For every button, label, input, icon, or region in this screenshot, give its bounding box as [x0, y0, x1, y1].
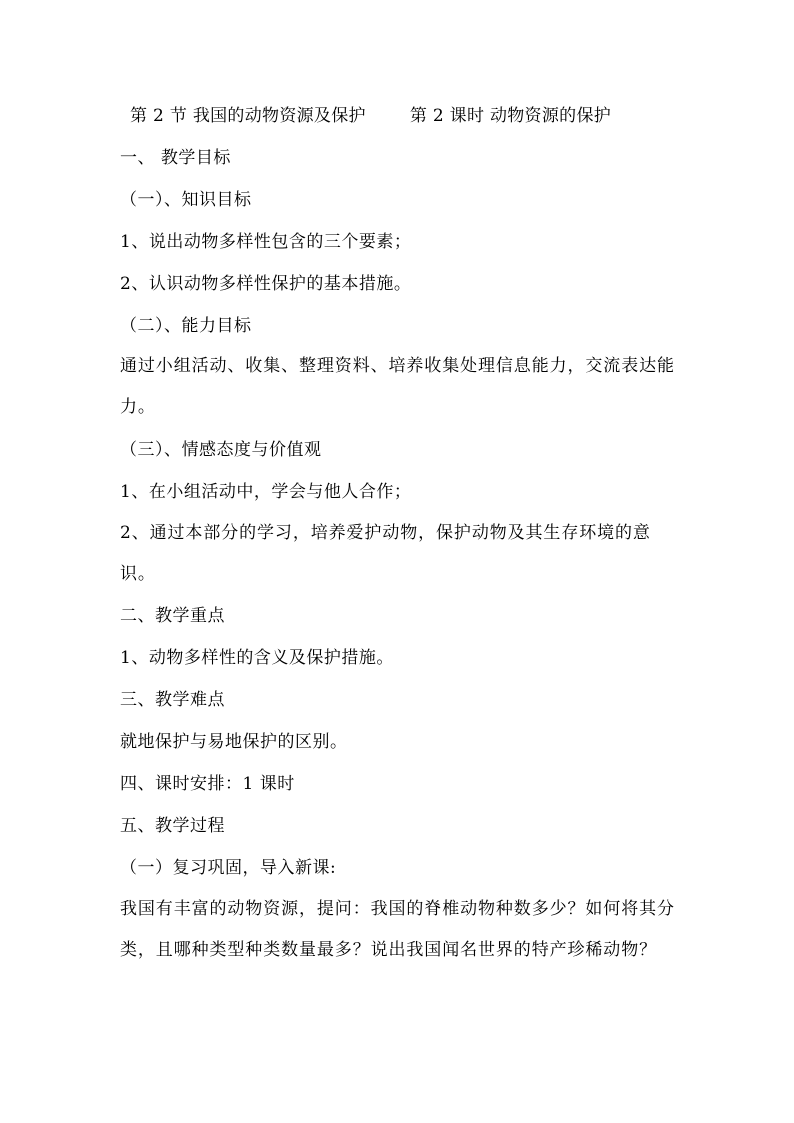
key-point-item-1: 1、动物多样性的含义及保护措施。	[120, 648, 394, 668]
attitude-item-1: 1、在小组活动中，学会与他人合作；	[120, 482, 412, 502]
heading-difficulties: 三、教学难点	[120, 690, 225, 710]
difficulty-text: 就地保护与易地保护的区别。	[120, 732, 348, 752]
section-title: 第 2 节 我国的动物资源及保护	[130, 106, 366, 126]
knowledge-item-2: 2、认识动物多样性保护的基本措施。	[120, 274, 412, 294]
heading-teaching-process: 五、教学过程	[120, 816, 225, 836]
subheading-knowledge-goals: （一）、知识目标	[120, 190, 252, 210]
knowledge-item-1: 1、说出动物多样性包含的三个要素；	[120, 232, 412, 252]
ability-paragraph: 通过小组活动、收集、整理资料、培养收集处理信息能力，交流表达能力。	[120, 356, 675, 417]
heading-key-points: 二、教学重点	[120, 606, 225, 626]
attitude-item-2: 2、通过本部分的学习，培养爱护动物，保护动物及其生存环境的意识。	[120, 523, 651, 584]
subheading-attitude-values: （三）、情感态度与价值观	[120, 440, 322, 460]
subheading-review-intro: （一）复习巩固，导入新课:	[120, 858, 337, 878]
heading-teaching-goals: 一、 教学目标	[120, 148, 231, 168]
lesson-title: 第 2 课时 动物资源的保护	[409, 106, 612, 126]
review-paragraph: 我国有丰富的动物资源，提问：我国的脊椎动物种数多少？如何将其分类，且哪种类型种类数量最多？说出我国闻名世界的特产珍稀动物？	[120, 899, 675, 960]
heading-schedule: 四、课时安排：1 课时	[120, 774, 295, 794]
document-title	[130, 106, 690, 126]
subheading-ability-goals: （二）、能力目标	[120, 316, 252, 336]
